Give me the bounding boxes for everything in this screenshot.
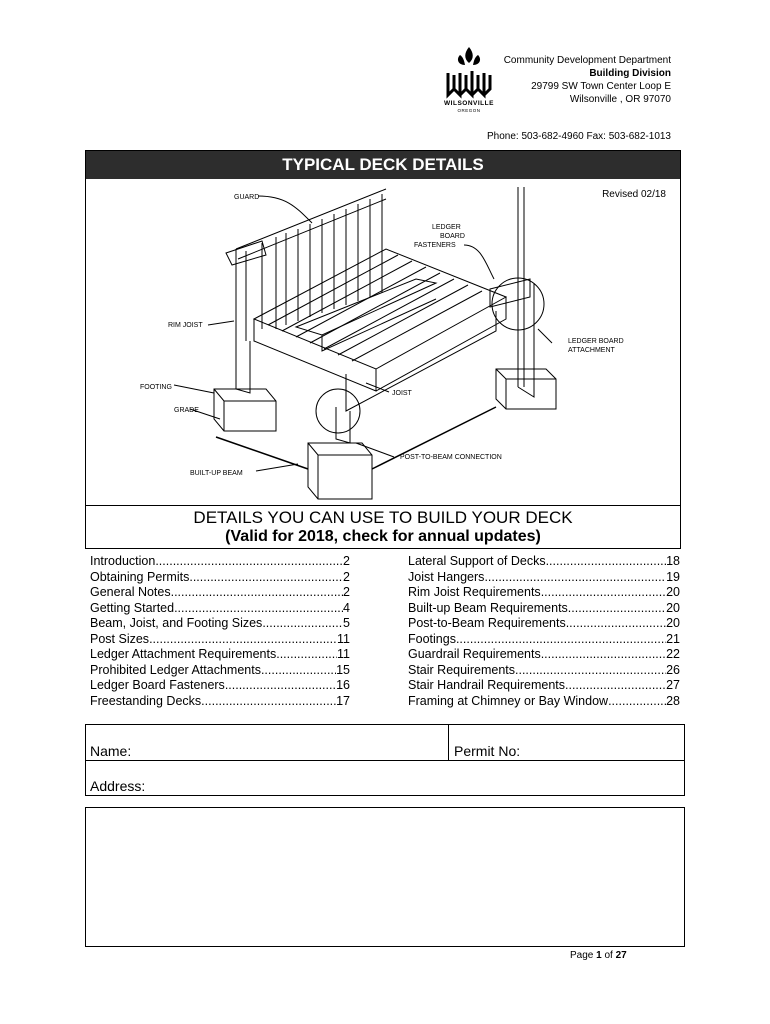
toc-entry[interactable] [408, 616, 680, 632]
toc-entry[interactable] [408, 570, 680, 586]
toc-entry-page: 18 [666, 554, 680, 568]
toc-leader-dots [262, 616, 343, 632]
toc-right-column [408, 554, 680, 709]
toc-leader-dots [568, 601, 666, 617]
address-field[interactable]: Address: [90, 778, 146, 794]
subtitle-box [85, 505, 681, 549]
toc-leader-dots [541, 585, 666, 601]
toc-entry-title: Stair Handrail Requirements [408, 678, 566, 692]
label-ledger-attach-2: ATTACHMENT [568, 347, 615, 354]
toc-entry-page: 2 [343, 554, 350, 568]
toc-leader-dots [149, 632, 337, 648]
toc-leader-dots [546, 554, 667, 570]
toc-entry-page: 20 [666, 600, 680, 615]
toc-entry[interactable] [408, 678, 680, 694]
toc-entry[interactable] [90, 632, 350, 648]
toc-entry-page: 20 [666, 616, 680, 630]
notes-box[interactable] [85, 807, 685, 947]
label-rim-joist: RIM JOIST [168, 322, 203, 329]
toc-entry-page: 5 [343, 616, 350, 630]
toc-entry-title: Beam, Joist, and Footing Sizes [90, 616, 263, 630]
toc-entry-title: Post-to-Beam Requirements [408, 616, 566, 630]
toc-entry[interactable] [408, 554, 680, 570]
toc-entry-page: 20 [666, 585, 680, 599]
toc-entry-title: Post Sizes [90, 631, 150, 646]
toc-entry-page: 22 [666, 647, 680, 661]
toc-entry-title: Ledger Board Fasteners [90, 678, 225, 692]
toc-leader-dots [155, 554, 343, 570]
permit-number-field[interactable]: Permit No: [454, 743, 521, 759]
label-built-up-beam: BUILT-UP BEAM [190, 470, 243, 477]
city-address: Wilsonville , OR 97070 [569, 94, 671, 105]
toc-entry-title: Rim Joist Requirements [408, 585, 541, 599]
label-grade: GRADE [174, 407, 199, 414]
phone-fax: Phone: 503-682-4960 Fax: 503-682-1013 [486, 131, 671, 142]
page-title: TYPICAL DECK DETAILS [86, 151, 680, 179]
toc-entry[interactable] [90, 601, 350, 617]
toc-entry-title: Ledger Attachment Requirements [90, 647, 277, 661]
deck-illustration [86, 179, 680, 505]
name-field[interactable]: Name: [90, 743, 132, 759]
label-guard: GUARD [234, 194, 260, 201]
toc-leader-dots [225, 678, 336, 694]
toc-entry[interactable] [408, 585, 680, 601]
toc-entry-page: 17 [336, 693, 350, 708]
deck-detail-frame [85, 150, 681, 506]
toc-leader-dots [201, 694, 336, 710]
toc-leader-dots [541, 647, 666, 663]
toc-entry-title: Built-up Beam Requirements [408, 600, 568, 615]
toc-leader-dots [608, 694, 666, 710]
division-name: Building Division [589, 68, 671, 79]
toc-entry-title: Lateral Support of Decks [408, 554, 546, 568]
toc-entry[interactable] [408, 632, 680, 648]
toc-leader-dots [484, 570, 666, 586]
toc-entry-page: 28 [666, 693, 680, 708]
subtitle-valid: (Valid for 2018, check for annual updates) [225, 528, 541, 545]
toc-entry-page: 2 [343, 569, 350, 584]
toc-entry[interactable] [408, 601, 680, 617]
toc-entry-title: Prohibited Ledger Attachments [90, 662, 261, 677]
label-post-to-beam: POST-TO-BEAM CONNECTION [400, 454, 502, 461]
toc-leader-dots [515, 663, 666, 679]
toc-entry[interactable] [90, 647, 350, 663]
toc-leader-dots [276, 647, 337, 663]
toc-entry[interactable] [408, 663, 680, 679]
label-footing: FOOTING [140, 384, 172, 391]
toc-entry[interactable] [90, 570, 350, 586]
toc-entry-title: Framing at Chimney or Bay Window [408, 693, 609, 708]
toc-leader-dots [565, 678, 666, 694]
department-name: Community Development Department [503, 55, 671, 66]
toc-entry-page: 26 [666, 662, 680, 677]
toc-entry-page: 21 [666, 631, 680, 646]
label-ledger-attach-1: LEDGER BOARD [568, 338, 624, 345]
toc-leader-dots [174, 601, 343, 617]
department-address [504, 54, 671, 106]
toc-entry[interactable] [408, 694, 680, 710]
toc-entry-page: 11 [337, 647, 350, 661]
toc-entry[interactable] [90, 616, 350, 632]
toc-entry-title: Footings [408, 631, 456, 646]
toc-entry-page: 16 [336, 678, 350, 692]
label-joist: JOIST [392, 390, 412, 397]
toc-entry-title: Joist Hangers [408, 569, 485, 584]
toc-entry-page: 2 [343, 585, 350, 599]
toc-entry-page: 15 [336, 662, 350, 677]
applicant-form [85, 724, 685, 796]
toc-entry-page: 27 [666, 678, 680, 692]
toc-entry-title: Introduction [90, 554, 156, 568]
toc-leader-dots [189, 570, 343, 586]
toc-leader-dots [261, 663, 336, 679]
wilsonville-logo [440, 45, 498, 117]
toc-entry-page: 11 [337, 631, 350, 646]
toc-entry[interactable] [408, 647, 680, 663]
toc-entry-title: Guardrail Requirements [408, 647, 541, 661]
toc-leader-dots [566, 616, 666, 632]
label-ledger-3: FASTENERS [414, 242, 456, 249]
revised-date: Revised 02/18 [602, 189, 666, 200]
toc-entry-title: Obtaining Permits [90, 569, 190, 584]
subtitle-main: DETAILS YOU CAN USE TO BUILD YOUR DECK [193, 508, 573, 527]
toc-entry-title: Freestanding Decks [90, 693, 202, 708]
logo-subtext: OREGON [457, 108, 481, 113]
toc-entry-page: 4 [343, 600, 350, 615]
label-ledger-2: BOARD [440, 233, 465, 240]
label-ledger-1: LEDGER [432, 224, 461, 231]
toc-left-column [90, 554, 350, 709]
toc-entry[interactable] [90, 585, 350, 601]
toc-entry[interactable] [90, 554, 350, 570]
toc-entry-title: Stair Requirements [408, 662, 515, 677]
toc-entry-title: General Notes [90, 585, 171, 599]
toc-entry[interactable] [90, 663, 350, 679]
street-address: 29799 SW Town Center Loop E [531, 81, 671, 92]
toc-entry-page: 19 [666, 569, 680, 584]
toc-entry-title: Getting Started [90, 600, 175, 615]
page-number: Page 1 of 27 [570, 950, 627, 961]
logo-text: WILSONVILLE [444, 100, 494, 107]
toc-leader-dots [456, 632, 666, 648]
toc-entry[interactable] [90, 694, 350, 710]
toc-leader-dots [171, 585, 343, 601]
toc-entry[interactable] [90, 678, 350, 694]
